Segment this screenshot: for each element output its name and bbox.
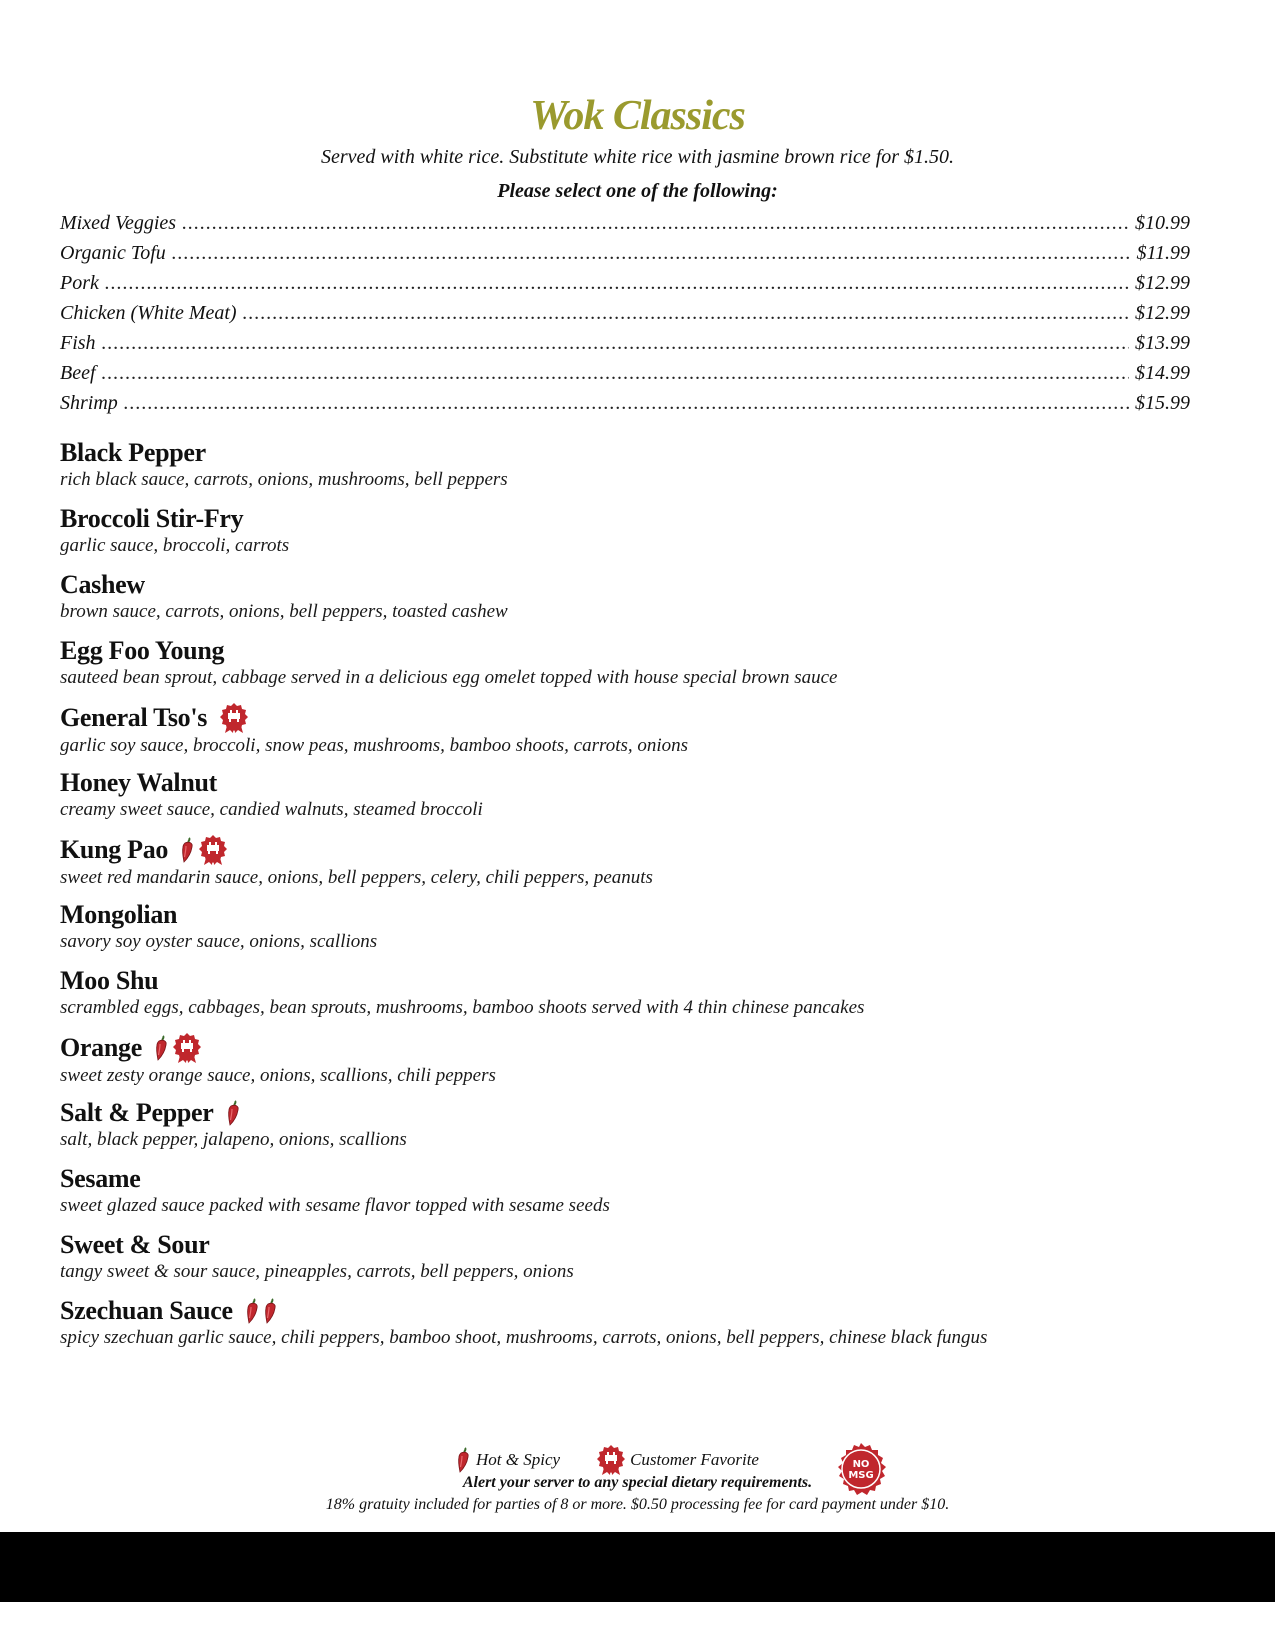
protein-price-row bbox=[60, 392, 1190, 422]
dish-name: Kung Pao bbox=[60, 835, 169, 864]
dish-name: Sweet & Sour bbox=[60, 1230, 210, 1259]
dish-name-row bbox=[60, 438, 1210, 468]
protein-name: Mixed Veggies bbox=[60, 212, 177, 234]
dish-name: Sesame bbox=[60, 1164, 141, 1193]
protein-name: Beef bbox=[60, 362, 96, 384]
dish-name-row bbox=[60, 1032, 1210, 1064]
gratuity-note: 18% gratuity included for parties of 8 or more. $0.50 processing fee for card payment under $10. bbox=[325, 1496, 950, 1513]
award-ribbon-icon bbox=[219, 702, 249, 734]
dish-name: Cashew bbox=[60, 570, 145, 599]
legend-favorite-label: Customer Favorite bbox=[630, 1450, 759, 1469]
protein-price: $15.99 bbox=[1135, 392, 1190, 414]
dot-leader bbox=[124, 392, 1129, 415]
protein-name: Chicken (White Meat) bbox=[60, 302, 237, 324]
dot-leader bbox=[102, 332, 1129, 355]
dish-item bbox=[60, 1230, 1210, 1296]
no-msg-line2: MSG bbox=[848, 1470, 874, 1481]
protein-price-row bbox=[60, 242, 1190, 272]
dish-description: garlic sauce, broccoli, carrots bbox=[60, 535, 290, 556]
protein-price-row bbox=[60, 212, 1190, 242]
dot-leader bbox=[182, 212, 1129, 235]
dish-item bbox=[60, 1032, 1210, 1098]
dish-item bbox=[60, 702, 1210, 768]
rice-note: Served with white rice. Substitute white rice with jasmine brown rice for $1.50. bbox=[320, 146, 955, 168]
dish-description: sauteed bean sprout, cabbage served in a delicious egg omelet topped with house special brown sauce bbox=[60, 667, 838, 688]
page-title: Wok Classics bbox=[530, 93, 745, 139]
dish-name: Mongolian bbox=[60, 900, 178, 929]
dish-description: rich black sauce, carrots, onions, mushrooms, bell peppers bbox=[60, 469, 508, 490]
dish-description: brown sauce, carrots, onions, bell peppers, toasted cashew bbox=[60, 601, 508, 622]
dish-name-row bbox=[60, 900, 1210, 930]
dish-item bbox=[60, 636, 1210, 702]
chili-pepper-icon bbox=[245, 1298, 261, 1324]
dish-name: General Tso's bbox=[60, 703, 208, 732]
dish-name-row bbox=[60, 1164, 1210, 1194]
legend-spicy-label: Hot & Spicy bbox=[476, 1450, 561, 1469]
dish-item bbox=[60, 570, 1210, 636]
dish-description: tangy sweet & sour sauce, pineapples, carrots, bell peppers, onions bbox=[60, 1261, 574, 1282]
protein-price: $10.99 bbox=[1135, 212, 1190, 234]
protein-name: Shrimp bbox=[60, 392, 118, 414]
dish-icons bbox=[219, 702, 249, 734]
dish-item bbox=[60, 768, 1210, 834]
dish-description: savory soy oyster sauce, onions, scallions bbox=[60, 931, 378, 952]
dish-name-row bbox=[60, 1098, 1210, 1128]
footer-bar bbox=[0, 1532, 1275, 1602]
protein-name: Organic Tofu bbox=[60, 242, 166, 264]
protein-price: $14.99 bbox=[1135, 362, 1190, 384]
dish-name-row bbox=[60, 966, 1210, 996]
dish-item bbox=[60, 504, 1210, 570]
protein-price-row bbox=[60, 332, 1190, 362]
protein-price-row bbox=[60, 302, 1190, 332]
dish-name: Broccoli Stir-Fry bbox=[60, 504, 244, 533]
dish-description: sweet zesty orange sauce, onions, scallions, chili peppers bbox=[60, 1065, 496, 1086]
dish-item bbox=[60, 1164, 1210, 1230]
dish-description: sweet glazed sauce packed with sesame flavor topped with sesame seeds bbox=[60, 1195, 610, 1216]
dish-name-row bbox=[60, 834, 1210, 866]
dish-name: Szechuan Sauce bbox=[60, 1296, 233, 1325]
dish-item bbox=[60, 900, 1210, 966]
dish-item bbox=[60, 1296, 1210, 1362]
dish-name-row bbox=[60, 1296, 1210, 1326]
dish-name: Black Pepper bbox=[60, 438, 206, 467]
dot-leader bbox=[172, 242, 1131, 265]
dish-name: Moo Shu bbox=[60, 966, 159, 995]
dish-name: Salt & Pepper bbox=[60, 1098, 214, 1127]
dish-description: salt, black pepper, jalapeno, onions, scallions bbox=[60, 1129, 407, 1150]
dot-leader bbox=[105, 272, 1129, 295]
select-note: Please select one of the following: bbox=[497, 180, 778, 202]
dish-description: creamy sweet sauce, candied walnuts, steamed broccoli bbox=[60, 799, 483, 820]
dish-name-row bbox=[60, 1230, 1210, 1260]
dish-item bbox=[60, 1098, 1210, 1164]
chili-pepper-icon bbox=[154, 1035, 170, 1061]
dish-item bbox=[60, 438, 1210, 504]
award-ribbon-icon bbox=[596, 1444, 626, 1476]
dish-name: Egg Foo Young bbox=[60, 636, 225, 665]
legend-favorite bbox=[596, 1444, 759, 1476]
dish-name-row bbox=[60, 768, 1210, 798]
dish-description: garlic soy sauce, broccoli, snow peas, mushrooms, bamboo shoots, carrots, onions bbox=[60, 735, 689, 756]
protein-name: Pork bbox=[60, 272, 99, 294]
award-ribbon-icon bbox=[198, 834, 228, 866]
dish-icons bbox=[180, 834, 228, 866]
dish-name-row bbox=[60, 570, 1210, 600]
chili-pepper-icon bbox=[456, 1447, 472, 1473]
dot-leader bbox=[243, 302, 1129, 325]
dish-name-row bbox=[60, 504, 1210, 534]
dish-description: scrambled eggs, cabbages, bean sprouts, mushrooms, bamboo shoots served with 4 thin chinese pancakes bbox=[60, 997, 865, 1018]
dish-name: Orange bbox=[60, 1033, 142, 1062]
chili-pepper-icon bbox=[180, 837, 196, 863]
legend bbox=[0, 1444, 1275, 1476]
dietary-alert: Alert your server to any special dietary requirements. bbox=[462, 1474, 813, 1491]
protein-price: $13.99 bbox=[1135, 332, 1190, 354]
dish-description: spicy szechuan garlic sauce, chili peppers, bamboo shoot, mushrooms, carrots, onions, bell peppers, chinese black fungus bbox=[60, 1327, 988, 1348]
protein-price: $11.99 bbox=[1136, 242, 1190, 264]
dish-item bbox=[60, 834, 1210, 900]
dish-item bbox=[60, 966, 1210, 1032]
dish-name: Honey Walnut bbox=[60, 768, 218, 797]
protein-price: $12.99 bbox=[1135, 272, 1190, 294]
protein-price-row bbox=[60, 272, 1190, 302]
no-msg-line1: NO bbox=[852, 1459, 870, 1470]
dish-name-row bbox=[60, 702, 1210, 734]
dish-name-row bbox=[60, 636, 1210, 666]
dish-description: sweet red mandarin sauce, onions, bell peppers, celery, chili peppers, peanuts bbox=[60, 867, 653, 888]
chili-pepper-icon bbox=[226, 1100, 242, 1126]
award-ribbon-icon bbox=[172, 1032, 202, 1064]
protein-price-row bbox=[60, 362, 1190, 392]
protein-price-list bbox=[60, 212, 1190, 422]
dish-icons bbox=[154, 1032, 202, 1064]
protein-price: $12.99 bbox=[1135, 302, 1190, 324]
dot-leader bbox=[102, 362, 1129, 385]
protein-name: Fish bbox=[60, 332, 96, 354]
dish-list bbox=[60, 438, 1210, 1362]
legend-spicy bbox=[456, 1447, 560, 1473]
chili-pepper-icon bbox=[263, 1298, 279, 1324]
dish-icons bbox=[245, 1298, 279, 1324]
dish-icons bbox=[226, 1100, 242, 1126]
